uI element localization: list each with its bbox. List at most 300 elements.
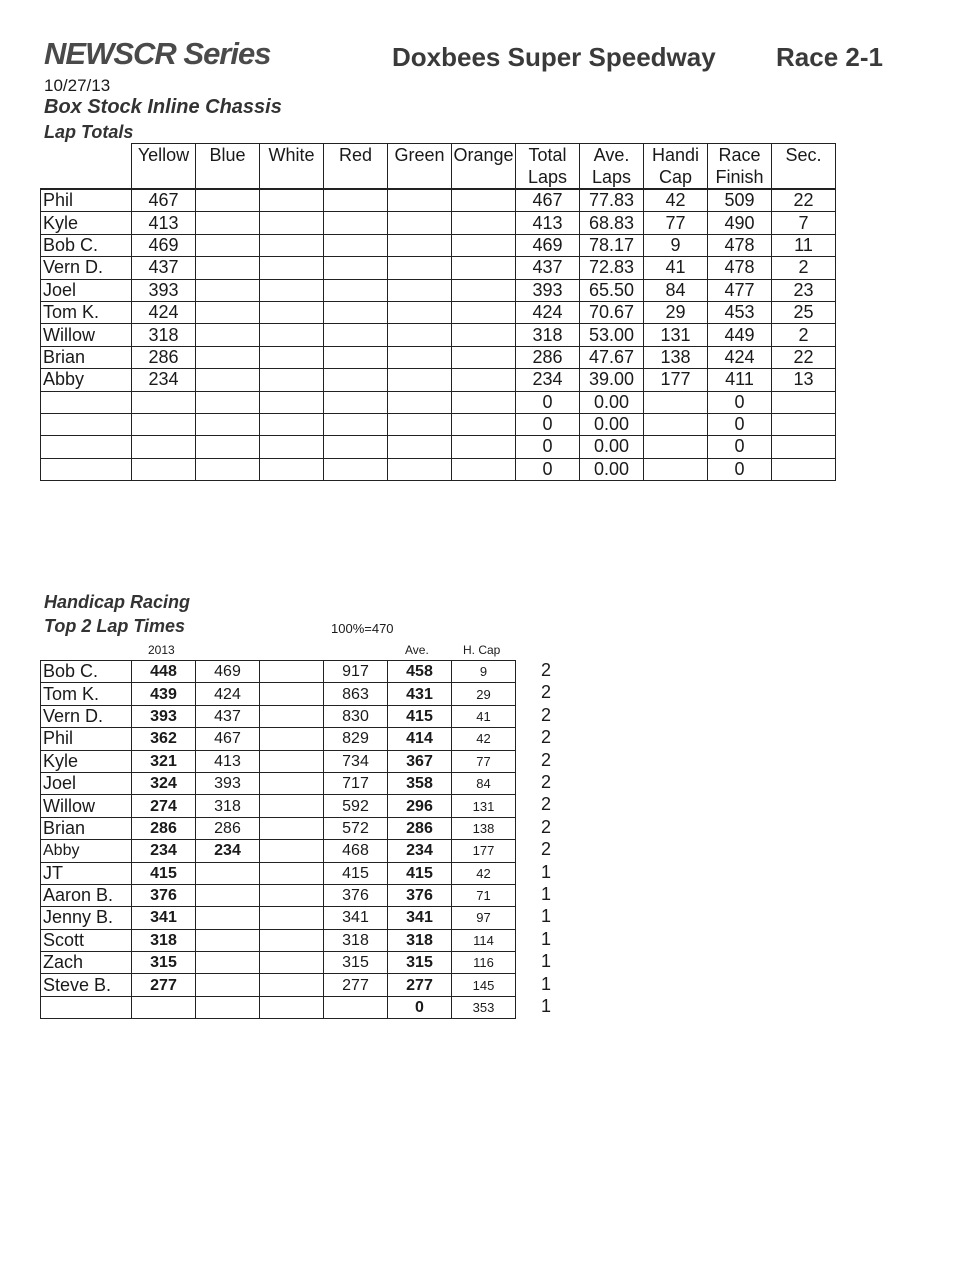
table-cell <box>260 683 324 705</box>
table-cell <box>452 346 516 368</box>
driver-name: Joel <box>41 772 132 794</box>
table-cell <box>196 234 260 256</box>
table-row <box>41 884 516 906</box>
table-cell <box>324 391 388 413</box>
table-cell <box>452 234 516 256</box>
table-cell: 234 <box>132 369 196 391</box>
table-cell: 0 <box>708 413 772 435</box>
table-cell <box>132 436 196 458</box>
table-cell <box>388 324 452 346</box>
table-cell <box>260 391 324 413</box>
table-cell: 9 <box>452 661 516 683</box>
table-cell: 234 <box>388 840 452 862</box>
table-cell <box>388 369 452 391</box>
driver-name: Joel <box>41 279 132 301</box>
table-row <box>41 391 836 413</box>
table-cell: 22 <box>772 189 836 212</box>
table-row <box>41 458 836 480</box>
column-header-line1: Handi <box>651 145 700 165</box>
table-cell: 437 <box>196 705 260 727</box>
table-cell <box>388 279 452 301</box>
table-cell: 341 <box>324 907 388 929</box>
table-cell: 29 <box>644 301 708 323</box>
table-row <box>41 234 836 256</box>
table-cell: 414 <box>388 728 452 750</box>
table-cell: 286 <box>132 346 196 368</box>
table-cell <box>196 884 260 906</box>
column-header <box>260 144 324 190</box>
column-header-line2: Cap <box>658 167 693 187</box>
table-cell <box>388 346 452 368</box>
table-cell: 415 <box>388 705 452 727</box>
table-cell: 376 <box>132 884 196 906</box>
table-cell: 469 <box>516 234 580 256</box>
table-cell: 431 <box>388 683 452 705</box>
column-header <box>324 144 388 190</box>
handicap-subtitle: Top 2 Lap Times <box>44 616 186 636</box>
column-header-line1: White <box>268 145 315 165</box>
table-cell: 367 <box>388 750 452 772</box>
table-cell <box>196 436 260 458</box>
table-cell: 437 <box>132 257 196 279</box>
table-cell <box>196 458 260 480</box>
table-cell: 448 <box>132 661 196 683</box>
table-cell: 469 <box>132 234 196 256</box>
table-cell <box>260 952 324 974</box>
table-row <box>41 212 836 234</box>
table-cell: 84 <box>644 279 708 301</box>
table-cell <box>644 436 708 458</box>
table-cell <box>196 301 260 323</box>
race-count: 2 <box>541 682 552 703</box>
column-header-line2: Laps <box>527 167 568 187</box>
table-cell <box>260 840 324 862</box>
table-cell: 478 <box>708 234 772 256</box>
table-cell: 318 <box>132 324 196 346</box>
driver-name: Bob C. <box>41 661 132 683</box>
table-row <box>41 996 516 1018</box>
column-header-line1: Sec. <box>785 145 822 165</box>
driver-name: Vern D. <box>41 705 132 727</box>
column-header <box>196 144 260 190</box>
table-cell: 0 <box>708 458 772 480</box>
table-cell <box>452 279 516 301</box>
table-cell <box>196 996 260 1018</box>
table-cell <box>388 257 452 279</box>
table-cell: 11 <box>772 234 836 256</box>
race-date: 10/27/13 <box>44 76 111 95</box>
table-cell: 0.00 <box>580 413 644 435</box>
table-cell: 296 <box>388 795 452 817</box>
driver-name: Zach <box>41 952 132 974</box>
table-cell: 424 <box>516 301 580 323</box>
table-cell: 114 <box>452 929 516 951</box>
driver-name: Kyle <box>41 212 132 234</box>
table-cell <box>644 413 708 435</box>
table-cell <box>324 212 388 234</box>
race-number: Race 2-1 <box>776 42 883 72</box>
table-cell: 131 <box>644 324 708 346</box>
table-cell: 734 <box>324 750 388 772</box>
table-cell <box>260 750 324 772</box>
race-count: 2 <box>541 727 552 748</box>
driver-name: Brian <box>41 817 132 839</box>
table-row <box>41 862 516 884</box>
driver-name: Phil <box>41 189 132 212</box>
table-cell <box>132 996 196 1018</box>
table-cell: 53.00 <box>580 324 644 346</box>
column-header-line2: Finish <box>715 167 764 187</box>
class-name: Box Stock Inline Chassis <box>44 96 282 118</box>
race-count: 2 <box>541 839 552 860</box>
table-cell: 70.67 <box>580 301 644 323</box>
table-cell <box>196 907 260 929</box>
table-cell: 321 <box>132 750 196 772</box>
table-cell: 42 <box>644 189 708 212</box>
table-cell: 277 <box>324 974 388 996</box>
driver-name: Bob C. <box>41 234 132 256</box>
table-cell: 131 <box>452 795 516 817</box>
table-cell: 424 <box>708 346 772 368</box>
handicap-title: Handicap Racing <box>44 592 191 612</box>
table-cell: 39.00 <box>580 369 644 391</box>
column-header-line1: Ave. <box>593 145 630 165</box>
table-cell <box>260 436 324 458</box>
table-cell: 509 <box>708 189 772 212</box>
table-cell <box>260 413 324 435</box>
driver-name: Vern D. <box>41 257 132 279</box>
table-cell: 71 <box>452 884 516 906</box>
driver-name: Tom K. <box>41 301 132 323</box>
average-column-header: Ave. <box>405 643 429 657</box>
table-cell <box>260 346 324 368</box>
table-cell: 315 <box>388 952 452 974</box>
table-cell: 286 <box>516 346 580 368</box>
table-cell <box>260 279 324 301</box>
table-cell: 286 <box>196 817 260 839</box>
table-cell: 138 <box>452 817 516 839</box>
table-cell: 25 <box>772 301 836 323</box>
table-cell: 234 <box>132 840 196 862</box>
table-cell: 358 <box>388 772 452 794</box>
table-cell: 315 <box>324 952 388 974</box>
table-cell <box>452 301 516 323</box>
table-cell: 78.17 <box>580 234 644 256</box>
table-cell: 393 <box>516 279 580 301</box>
table-cell: 393 <box>196 772 260 794</box>
table-cell: 29 <box>452 683 516 705</box>
table-cell: 177 <box>644 369 708 391</box>
race-count: 2 <box>541 704 552 725</box>
race-count: 1 <box>541 884 552 904</box>
driver-name <box>41 458 132 480</box>
column-header <box>708 144 772 190</box>
table-cell <box>388 436 452 458</box>
table-cell: 22 <box>772 346 836 368</box>
series-title: NEWSCR Series <box>44 36 271 71</box>
table-cell: 286 <box>388 817 452 839</box>
race-count: 1 <box>541 973 552 994</box>
table-cell <box>260 929 324 951</box>
table-cell <box>388 413 452 435</box>
table-row <box>41 279 836 301</box>
table-cell: 23 <box>772 279 836 301</box>
table-cell <box>324 301 388 323</box>
table-cell: 467 <box>516 189 580 212</box>
table-row <box>41 346 836 368</box>
column-header-line1: Race <box>718 145 761 165</box>
table-row <box>41 683 516 705</box>
table-cell <box>324 346 388 368</box>
race-count: 2 <box>541 660 552 680</box>
table-row <box>41 705 516 727</box>
table-cell <box>260 212 324 234</box>
table-cell: 145 <box>452 974 516 996</box>
table-cell: 468 <box>324 840 388 862</box>
table-cell <box>772 458 836 480</box>
table-cell <box>452 324 516 346</box>
table-cell: 415 <box>324 862 388 884</box>
table-cell <box>260 705 324 727</box>
column-header <box>452 144 516 190</box>
table-row <box>41 840 516 862</box>
driver-name <box>41 413 132 435</box>
race-count: 2 <box>541 794 552 815</box>
column-header <box>644 144 708 190</box>
race-count: 1 <box>541 861 552 882</box>
driver-name: Willow <box>41 324 132 346</box>
table-cell <box>644 391 708 413</box>
table-cell <box>260 884 324 906</box>
table-cell <box>196 346 260 368</box>
column-header <box>580 144 644 190</box>
table-row <box>41 907 516 929</box>
table-cell <box>388 189 452 212</box>
table-cell: 467 <box>132 189 196 212</box>
table-cell: 393 <box>132 279 196 301</box>
table-cell: 72.83 <box>580 257 644 279</box>
table-cell <box>388 234 452 256</box>
table-cell: 413 <box>132 212 196 234</box>
table-cell <box>452 413 516 435</box>
table-cell <box>772 413 836 435</box>
table-row <box>41 750 516 772</box>
column-header <box>132 144 196 190</box>
table-cell: 415 <box>132 862 196 884</box>
table-cell: 341 <box>388 907 452 929</box>
table-row <box>41 413 836 435</box>
table-cell <box>260 369 324 391</box>
table-cell <box>452 212 516 234</box>
column-header-line1: Red <box>338 145 373 165</box>
table-cell <box>260 907 324 929</box>
driver-name: Willow <box>41 795 132 817</box>
table-cell: 829 <box>324 728 388 750</box>
table-cell: 393 <box>132 705 196 727</box>
table-cell <box>196 952 260 974</box>
table-cell <box>196 974 260 996</box>
table-cell <box>260 996 324 1018</box>
table-cell: 478 <box>708 257 772 279</box>
table-cell: 318 <box>516 324 580 346</box>
race-count: 2 <box>541 772 552 792</box>
table-cell: 13 <box>772 369 836 391</box>
table-cell <box>260 817 324 839</box>
table-cell: 0 <box>516 436 580 458</box>
column-header <box>388 144 452 190</box>
table-cell <box>260 257 324 279</box>
table-cell: 413 <box>196 750 260 772</box>
table-cell: 9 <box>644 234 708 256</box>
table-cell: 2 <box>772 324 836 346</box>
table-cell <box>196 189 260 212</box>
table-cell: 315 <box>132 952 196 974</box>
table-cell: 0 <box>388 996 452 1018</box>
table-cell: 424 <box>132 301 196 323</box>
table-cell <box>260 862 324 884</box>
table-cell: 863 <box>324 683 388 705</box>
table-row <box>41 795 516 817</box>
table-cell: 0.00 <box>580 436 644 458</box>
driver-name: Jenny B. <box>41 907 132 929</box>
column-header <box>516 144 580 190</box>
column-header <box>772 144 836 190</box>
table-cell <box>324 436 388 458</box>
table-cell <box>196 413 260 435</box>
table-cell: 469 <box>196 661 260 683</box>
table-cell: 449 <box>708 324 772 346</box>
table-cell <box>260 324 324 346</box>
table-cell <box>388 458 452 480</box>
table-cell: 318 <box>324 929 388 951</box>
table-cell: 0 <box>708 391 772 413</box>
lap-totals-table <box>40 143 836 481</box>
table-cell <box>260 974 324 996</box>
table-cell <box>388 391 452 413</box>
table-cell <box>324 324 388 346</box>
table-cell: 490 <box>708 212 772 234</box>
driver-name: Brian <box>41 346 132 368</box>
table-cell: 2 <box>772 257 836 279</box>
table-cell: 0.00 <box>580 458 644 480</box>
driver-name: Abby <box>41 369 132 391</box>
race-count: 1 <box>541 928 552 949</box>
table-cell: 318 <box>196 795 260 817</box>
driver-name <box>41 436 132 458</box>
table-cell <box>644 458 708 480</box>
table-row <box>41 772 516 794</box>
table-cell <box>260 301 324 323</box>
table-cell <box>260 795 324 817</box>
table-cell <box>132 413 196 435</box>
table-row <box>41 974 516 996</box>
table-cell: 376 <box>324 884 388 906</box>
table-cell: 341 <box>132 907 196 929</box>
table-cell: 42 <box>452 862 516 884</box>
table-cell <box>452 391 516 413</box>
table-cell <box>324 279 388 301</box>
table-cell: 439 <box>132 683 196 705</box>
table-cell: 77.83 <box>580 189 644 212</box>
table-cell: 0 <box>516 458 580 480</box>
table-cell: 458 <box>388 661 452 683</box>
table-cell: 7 <box>772 212 836 234</box>
column-header-line1: Total <box>528 145 567 165</box>
table-cell: 437 <box>516 257 580 279</box>
driver-name: Steve B. <box>41 974 132 996</box>
table-cell <box>452 257 516 279</box>
table-cell <box>196 929 260 951</box>
table-row <box>41 324 836 346</box>
table-cell <box>324 234 388 256</box>
table-cell: 717 <box>324 772 388 794</box>
table-cell: 84 <box>452 772 516 794</box>
column-header-line2: Laps <box>591 167 632 187</box>
table-cell: 453 <box>708 301 772 323</box>
race-count: 1 <box>541 951 552 972</box>
column-header-line1: Yellow <box>137 145 190 165</box>
table-cell: 413 <box>516 212 580 234</box>
table-cell <box>772 436 836 458</box>
driver-name: Phil <box>41 728 132 750</box>
table-cell: 411 <box>708 369 772 391</box>
table-cell: 116 <box>452 952 516 974</box>
table-cell <box>196 862 260 884</box>
table-cell: 277 <box>132 974 196 996</box>
table-cell: 277 <box>388 974 452 996</box>
race-count: 1 <box>541 996 552 1016</box>
table-cell: 830 <box>324 705 388 727</box>
table-cell: 41 <box>644 257 708 279</box>
table-cell: 467 <box>196 728 260 750</box>
table-cell <box>324 257 388 279</box>
driver-name <box>41 391 132 413</box>
table-cell: 353 <box>452 996 516 1018</box>
percent-note: 100%=470 <box>331 621 394 636</box>
table-cell <box>260 661 324 683</box>
table-cell: 286 <box>132 817 196 839</box>
table-cell: 41 <box>452 705 516 727</box>
table-cell <box>260 234 324 256</box>
driver-name: Scott <box>41 929 132 951</box>
table-cell <box>324 996 388 1018</box>
table-cell <box>452 458 516 480</box>
table-cell <box>132 391 196 413</box>
race-count: 1 <box>541 906 552 927</box>
table-cell: 0 <box>708 436 772 458</box>
track-name: Doxbees Super Speedway <box>392 42 716 72</box>
table-cell: 0 <box>516 391 580 413</box>
table-cell <box>260 458 324 480</box>
table-cell: 592 <box>324 795 388 817</box>
table-cell: 415 <box>388 862 452 884</box>
table-cell <box>196 279 260 301</box>
table-row <box>41 257 836 279</box>
column-header-line1: Orange <box>453 145 514 165</box>
race-count: 2 <box>541 816 552 837</box>
table-row <box>41 369 836 391</box>
table-cell <box>260 189 324 212</box>
table-cell: 65.50 <box>580 279 644 301</box>
table-cell: 177 <box>452 840 516 862</box>
table-cell: 234 <box>516 369 580 391</box>
race-count: 2 <box>541 749 552 770</box>
table-row <box>41 436 836 458</box>
table-cell: 324 <box>132 772 196 794</box>
table-row <box>41 661 516 683</box>
table-cell <box>452 369 516 391</box>
table-cell: 77 <box>452 750 516 772</box>
